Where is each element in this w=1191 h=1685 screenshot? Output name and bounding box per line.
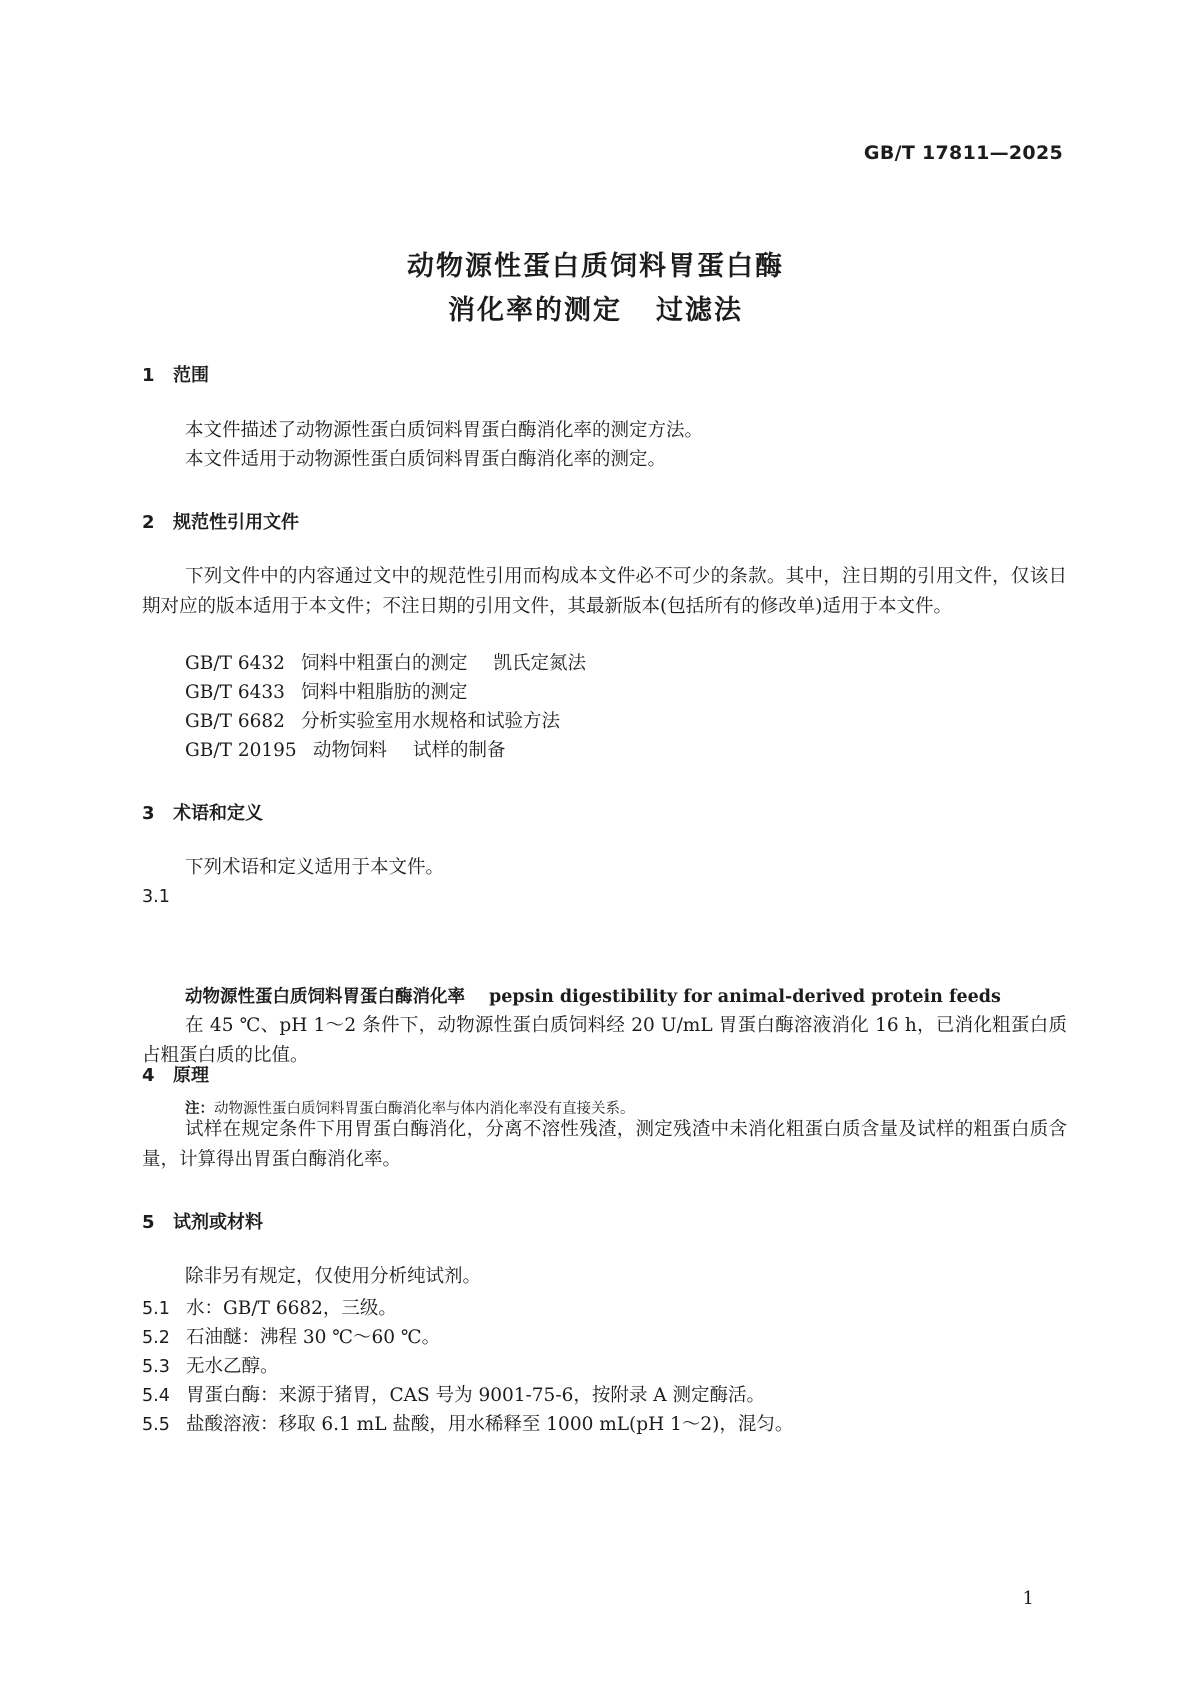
reference-title: 分析实验室用水规格和试验方法 [301,711,561,732]
reagent-item [142,1323,440,1349]
references-intro: 下列文件中的内容通过文中的规范性引用而构成本文件必不可少的条款。其中，注日期的引用文件，仅该日期对应的版本适用于本文件；不注日期的引用文件，其最新版本(包括所有的修改单)适用于本文件。 [142,566,1067,617]
section-title: 范围 [173,365,209,386]
document-title-line-2 [0,288,1191,327]
section-number: 2 [142,512,155,533]
section-title: 试剂或材料 [173,1212,263,1233]
reagent-item [142,1381,765,1407]
item-number: 5.4 [142,1386,170,1406]
item-number: 5.1 [142,1299,170,1319]
terms-intro: 下列术语和定义适用于本文件。 [185,857,445,878]
term-chinese: 动物源性蛋白质饲料胃蛋白酶消化率 [185,987,465,1007]
reference-code: GB/T 6433 [185,682,285,703]
reference-code: GB/T 20195 [185,740,297,761]
scope-paragraph-1: 本文件描述了动物源性蛋白质饲料胃蛋白酶消化率的测定方法。 [185,420,704,441]
reference-item [185,736,506,766]
principle-paragraph: 试样在规定条件下用胃蛋白酶消化，分离不溶性残渣，测定残渣中未消化粗蛋白质含量及试样的粗蛋白质含量，计算得出胃蛋白酶消化率。 [142,1119,1067,1170]
reference-subtitle: 凯氏定氮法 [493,653,587,674]
reagent-item [142,1294,397,1320]
section-number: 5 [142,1212,155,1233]
reference-item [185,678,468,708]
reference-title: 饲料中粗蛋白的测定 [301,653,468,674]
item-number: 5.2 [142,1328,170,1348]
title-part-b: 过滤法 [656,295,743,326]
reference-code: GB/T 6682 [185,711,285,732]
item-text: 胃蛋白酶：来源于猪胃，CAS 号为 9001-75-6，按附录 A 测定酶活。 [186,1385,765,1406]
clause-3-1: 3.1 [142,887,170,907]
section-number: 3 [142,803,155,824]
item-text: 无水乙醇。 [186,1356,279,1377]
section-1-heading [142,361,209,387]
section-2-heading [142,508,299,534]
term-heading [185,983,1001,1008]
scope-paragraph-2: 本文件适用于动物源性蛋白质饲料胃蛋白酶消化率的测定。 [185,449,667,470]
reference-item [185,707,560,737]
reagent-item [142,1410,793,1436]
standard-code: GB/T 17811—2025 [863,142,1063,164]
section-number: 1 [142,365,155,386]
reference-subtitle: 试样的制备 [413,740,506,761]
item-text: 水：GB/T 6682，三级。 [186,1298,397,1319]
item-number: 5.5 [142,1415,170,1435]
item-text: 盐酸溶液：移取 6.1 mL 盐酸，用水稀释至 1000 mL(pH 1～2)，混匀。 [186,1414,794,1435]
section-3-heading [142,799,263,825]
section-number: 4 [142,1065,155,1086]
section-4-heading [142,1061,209,1087]
page-number: 1 [1022,1588,1034,1609]
section-title: 术语和定义 [173,803,263,824]
reference-title: 动物饲料 [313,740,388,761]
section-5-heading [142,1208,263,1234]
item-text: 石油醚：沸程 30 ℃～60 ℃。 [186,1327,441,1348]
note-label: 注： [185,1101,214,1117]
title-part-a: 消化率的测定 [448,295,622,326]
document-title-line-1: 动物源性蛋白质饲料胃蛋白酶 [407,251,784,282]
item-number: 5.3 [142,1357,170,1377]
term-definition: 在 45 ℃、pH 1～2 条件下，动物源性蛋白质饲料经 20 U/mL 胃蛋白酶溶液消化 16 h，已消化粗蛋白质占粗蛋白质的比值。 [142,1015,1067,1066]
section-title: 规范性引用文件 [173,512,299,533]
reference-code: GB/T 6432 [185,653,285,674]
reference-title: 饲料中粗脂肪的测定 [301,682,468,703]
reference-item [185,649,586,679]
note-text: 动物源性蛋白质饲料胃蛋白酶消化率与体内消化率没有直接关系。 [214,1101,635,1117]
reagents-intro: 除非另有规定，仅使用分析纯试剂。 [185,1266,482,1287]
term-english: pepsin digestibility for animal-derived protein feeds [489,987,1001,1007]
section-title: 原理 [173,1065,209,1086]
reagent-item [142,1352,279,1378]
